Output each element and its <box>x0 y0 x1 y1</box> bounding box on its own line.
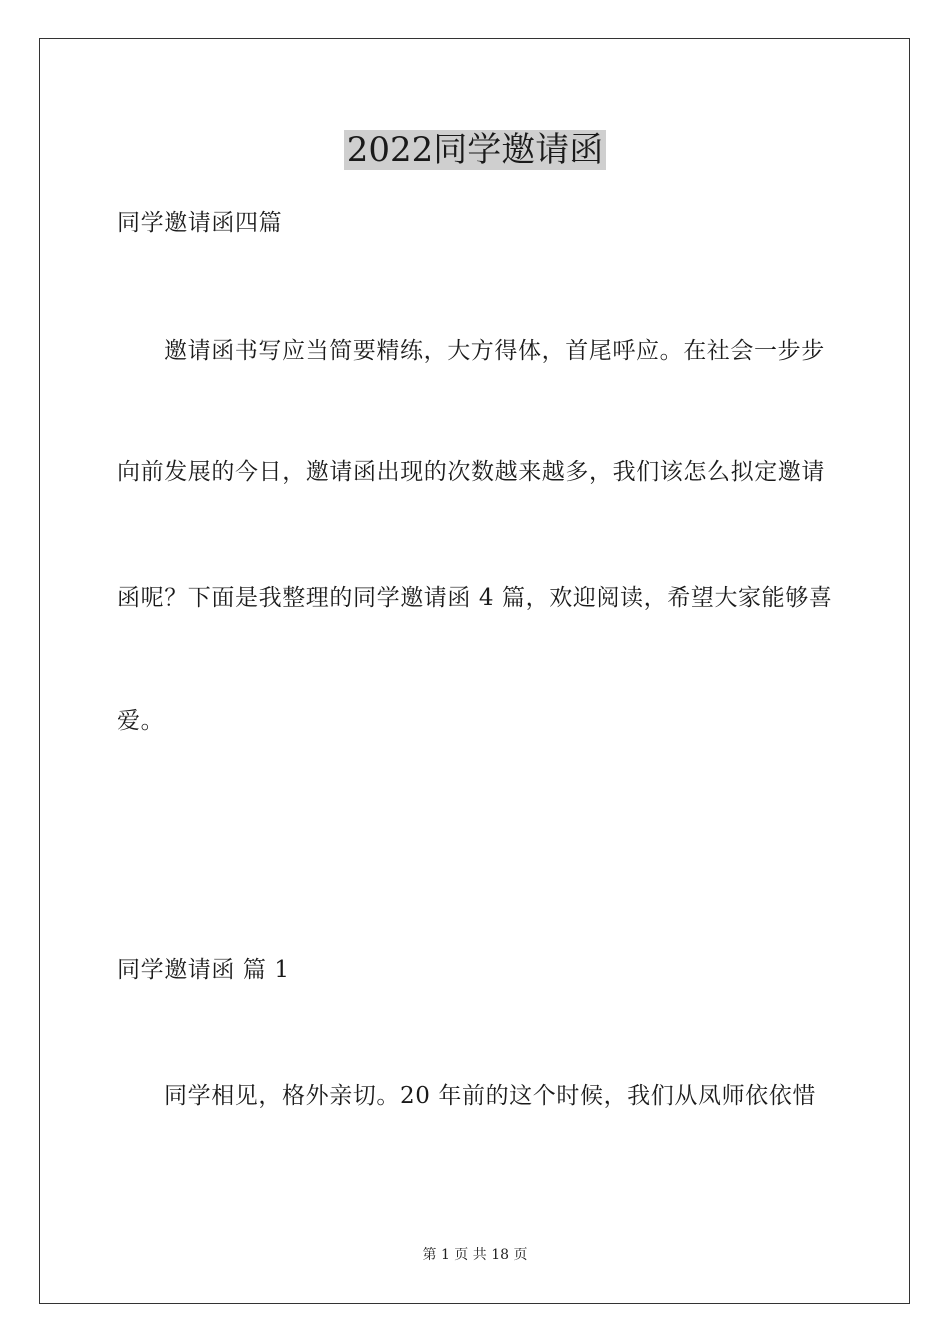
section-heading: 同学邀请函 篇 1 <box>117 957 290 983</box>
intro-line-2: 向前发展的今日，邀请函出现的次数越来越多，我们该怎么拟定邀请 <box>117 459 825 485</box>
page-footer: 第 1 页 共 18 页 <box>422 1247 528 1263</box>
intro-line-3: 函呢？下面是我整理的同学邀请函 4 篇，欢迎阅读，希望大家能够喜 <box>117 585 833 611</box>
document-subtitle: 同学邀请函四篇 <box>117 210 283 236</box>
intro-line-4: 爱。 <box>117 708 165 734</box>
title-text: 2022同学邀请函 <box>344 130 607 170</box>
section-line-1: 同学相见，格外亲切。20 年前的这个时候，我们从凤师依依惜 <box>164 1083 816 1109</box>
intro-line-1: 邀请函书写应当简要精练，大方得体，首尾呼应。在社会一步步 <box>164 338 825 364</box>
document-title <box>0 128 950 172</box>
